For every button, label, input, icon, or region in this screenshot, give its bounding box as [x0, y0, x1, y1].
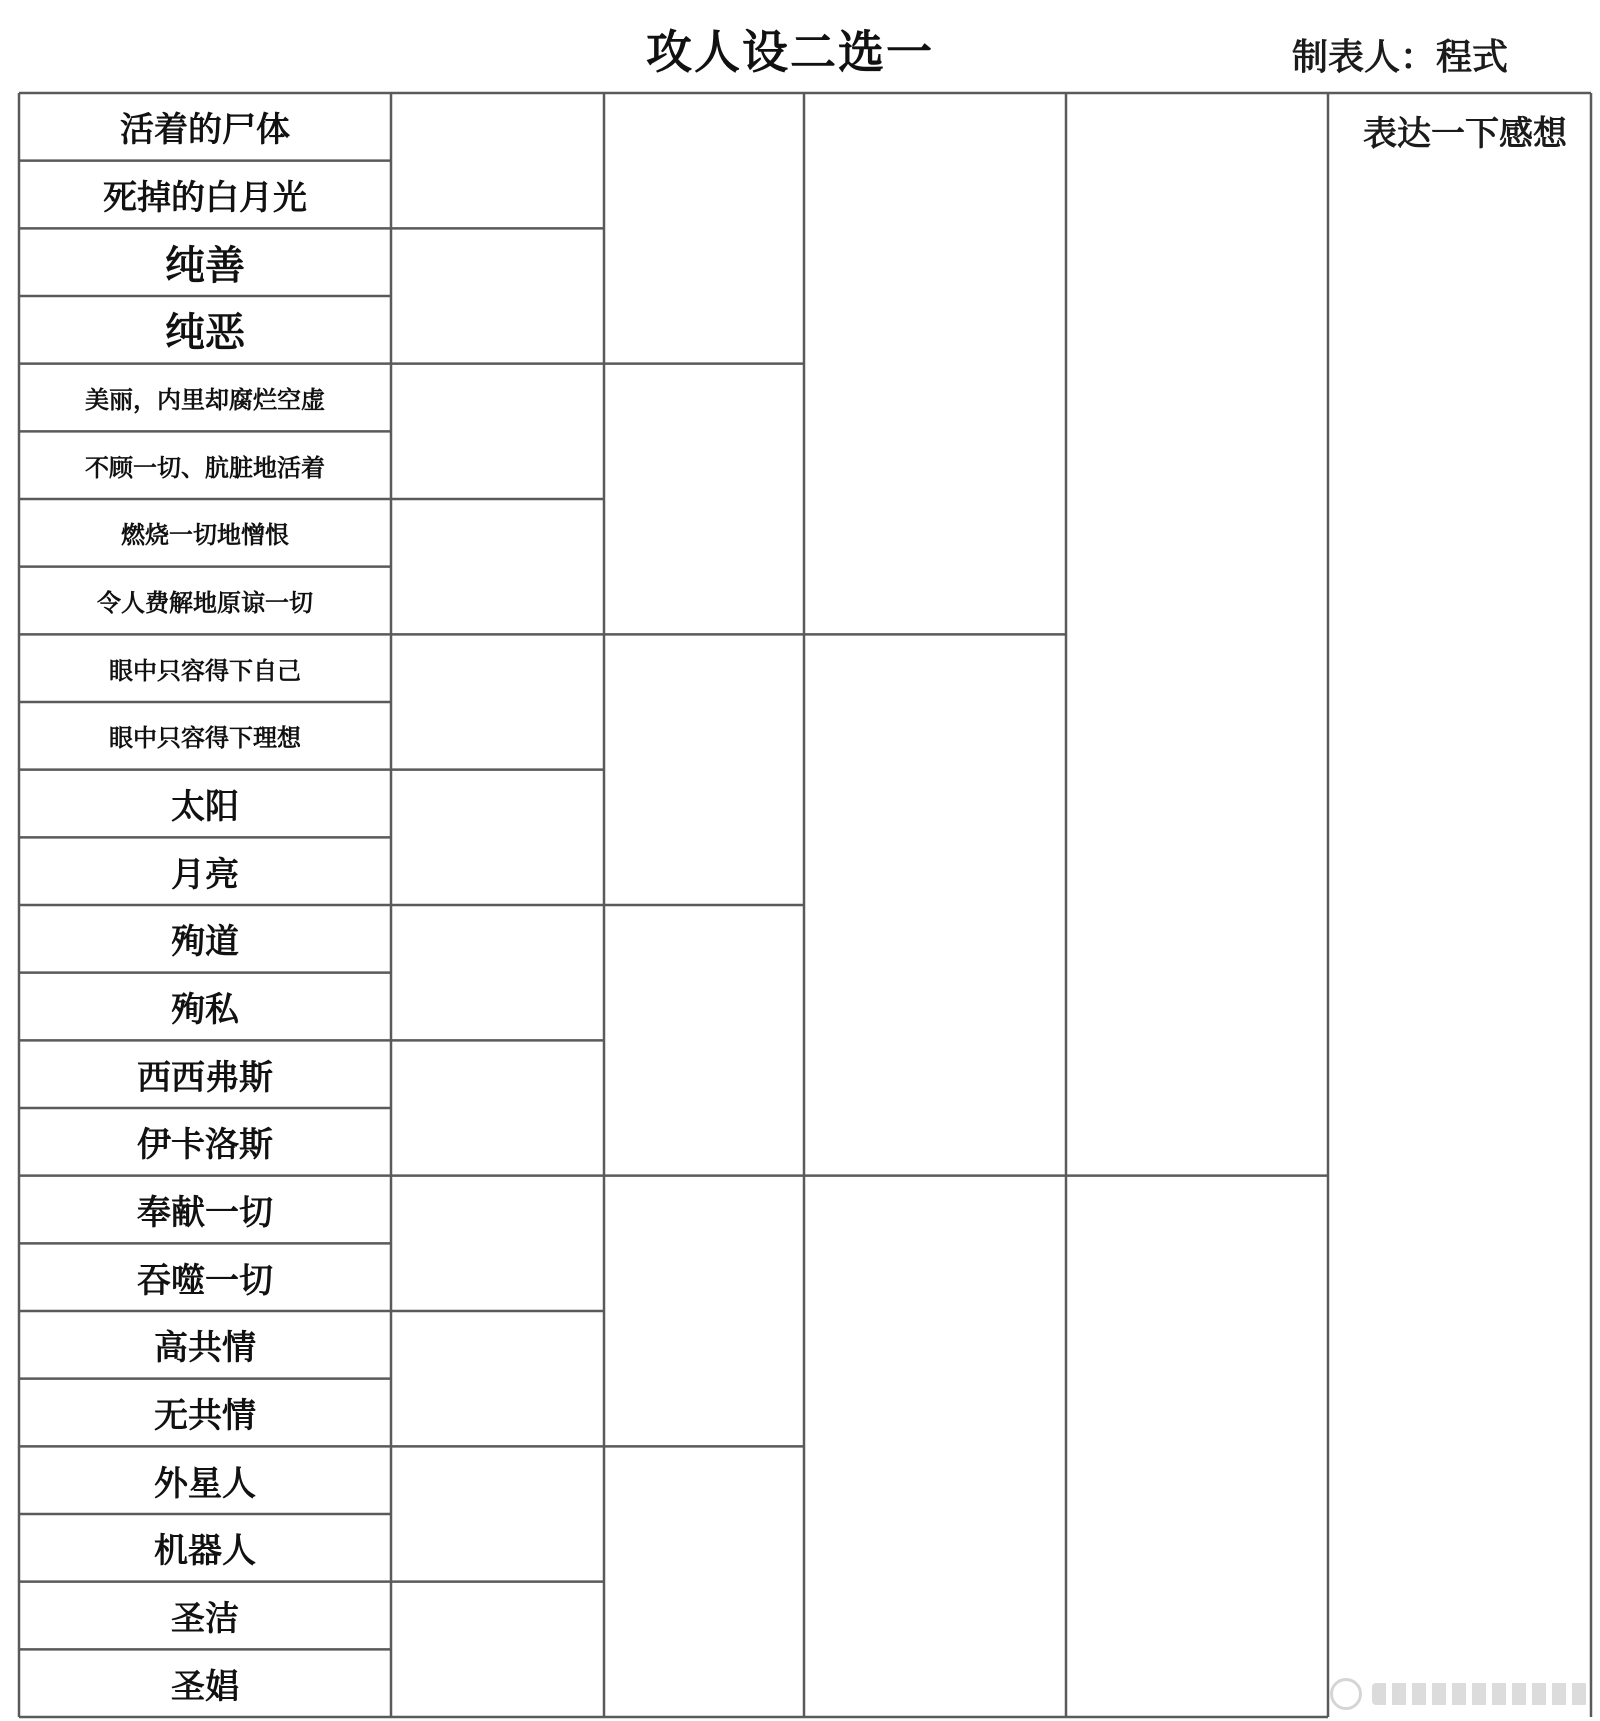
maker-credit: 制表人：程式 — [1291, 36, 1508, 78]
bracket-entry: 高共情 — [154, 1328, 256, 1369]
bracket-entry: 奉献一切 — [137, 1192, 273, 1233]
feelings-heading: 表达一下感想 — [1363, 113, 1567, 154]
bracket-entry: 吞噬一切 — [137, 1260, 273, 1301]
bracket-entry: 圣洁 — [171, 1598, 239, 1639]
bracket-entry: 眼中只容得下理想 — [109, 724, 301, 753]
bracket-entry: 伊卡洛斯 — [137, 1125, 273, 1166]
bracket-entry: 不顾一切、肮脏地活着 — [85, 453, 325, 482]
bracket-entry: 活着的尸体 — [120, 110, 290, 151]
bracket-entry: 月亮 — [171, 854, 239, 895]
bracket-entry: 纯善 — [165, 242, 245, 289]
watermark-icon — [1330, 1678, 1362, 1710]
bracket-entry: 殉道 — [171, 922, 239, 963]
bracket-entry: 令人费解地原谅一切 — [97, 588, 313, 617]
bracket-entry: 美丽，内里却腐烂空虚 — [85, 385, 325, 414]
bracket-entry: 机器人 — [154, 1531, 256, 1572]
page-title: 攻人设二选一 — [646, 25, 934, 79]
bracket-entry: 西西弗斯 — [137, 1057, 273, 1098]
bracket-entry: 外星人 — [154, 1463, 256, 1504]
bracket-entry: 圣娼 — [171, 1666, 239, 1707]
bracket-entry: 死掉的白月光 — [103, 177, 307, 218]
bracket-entry: 纯恶 — [165, 310, 245, 357]
watermark-logo — [1330, 1672, 1588, 1716]
bracket-entry: 眼中只容得下自己 — [109, 656, 301, 685]
bracket-entry: 无共情 — [154, 1395, 256, 1436]
watermark-mark — [1372, 1683, 1588, 1705]
bracket-entry: 燃烧一切地憎恨 — [121, 521, 289, 550]
bracket-entry: 太阳 — [171, 786, 239, 827]
bracket-entry: 殉私 — [171, 989, 239, 1030]
